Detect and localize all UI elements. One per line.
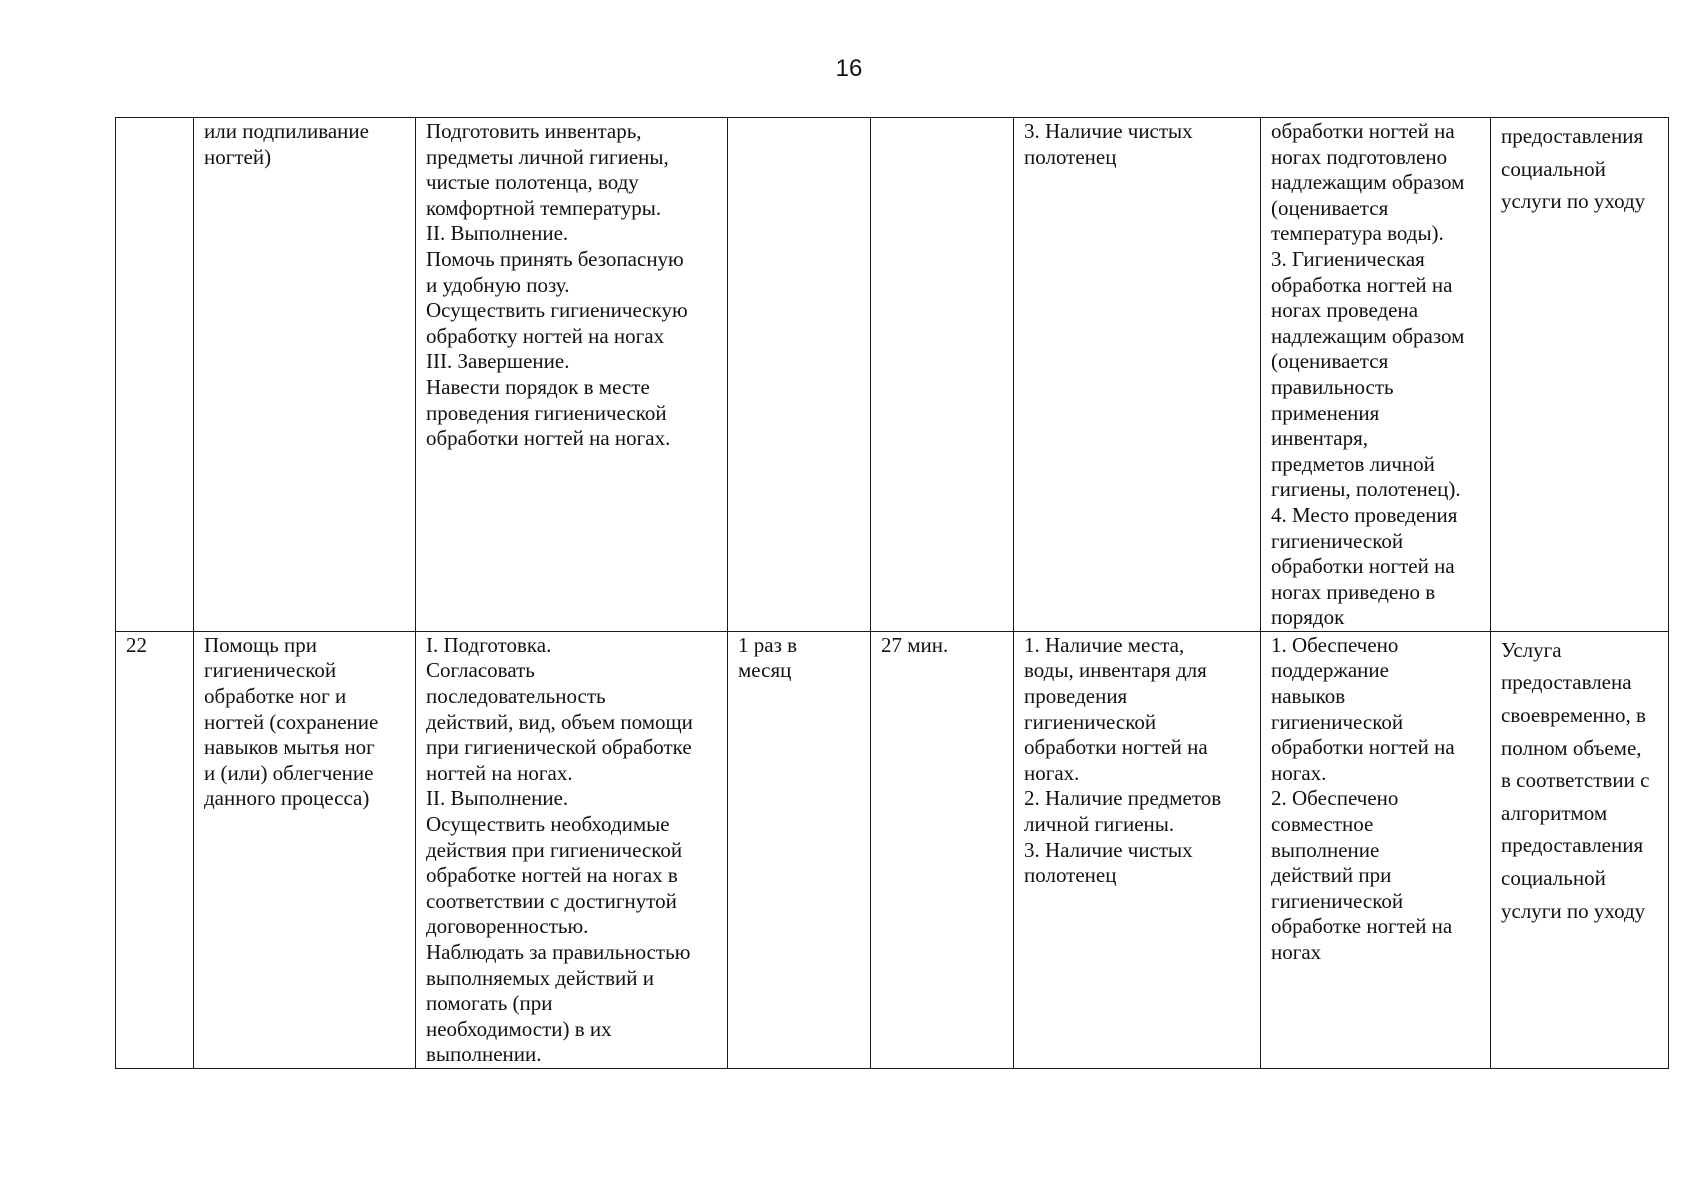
cell-number (116, 118, 194, 632)
cell-quality-indicators: обработки ногтей на ногах подготовлено надлежащим образом (оценивается температура воды). 3. Гигиеническая обработка ногтей на ногах проведена надлежащим образом (оценивается правильность применения инвентаря, предметов личной гигиены, полотенец). 4. Место проведения гигиенической обработки ногтей на ногах приведено в порядок (1261, 118, 1491, 632)
table-row (116, 118, 1669, 632)
cell-quality-indicators: 1. Обеспечено поддержание навыков гигиенической обработки ногтей на ногах. 2. Обеспечено совместное выполнение действий при гигиенической обработке ногтей на ногах (1261, 631, 1491, 1068)
cell-number: 22 (116, 631, 194, 1068)
cell-evaluation: предоставления социальной услуги по уходу (1491, 118, 1669, 632)
cell-service-name: Помощь при гигиенической обработке ног и ногтей (сохранение навыков мытья ног и (или) облегчение данного процесса) (194, 631, 416, 1068)
services-table (115, 117, 1669, 1069)
cell-frequency (728, 118, 871, 632)
cell-evaluation: Услуга предоставлена своевременно, в полном объеме, в соответствии с алгоритмом предоставления социальной услуги по уходу (1491, 631, 1669, 1068)
cell-frequency: 1 раз в месяц (728, 631, 871, 1068)
cell-service-content: Подготовить инвентарь, предметы личной гигиены, чистые полотенца, воду комфортной температуры. II. Выполнение. Помочь принять безопасную и удобную позу. Осуществить гигиеническую обработку ногтей на ногах III. Завершение. Навести порядок в месте проведения гигиенической обработки ногтей на ногах. (416, 118, 728, 632)
cell-duration (871, 118, 1014, 632)
cell-duration: 27 мин. (871, 631, 1014, 1068)
cell-conditions: 3. Наличие чистых полотенец (1014, 118, 1261, 632)
cell-conditions: 1. Наличие места, воды, инвентаря для проведения гигиенической обработки ногтей на ногах. 2. Наличие предметов личной гигиены. 3. Наличие чистых полотенец (1014, 631, 1261, 1068)
cell-service-name: или подпиливание ногтей) (194, 118, 416, 632)
page-number: 16 (835, 55, 863, 82)
table-row (116, 631, 1669, 1068)
cell-service-content: I. Подготовка. Согласовать последовательность действий, вид, объем помощи при гигиенической обработке ногтей на ногах. II. Выполнение. Осуществить необходимые действия при гигиенической обработке ногтей на ногах в соответствии с достигнутой договоренностью. Наблюдать за правильностью выполняемых действий и помогать (при необходимости) в их выполнении. (416, 631, 728, 1068)
